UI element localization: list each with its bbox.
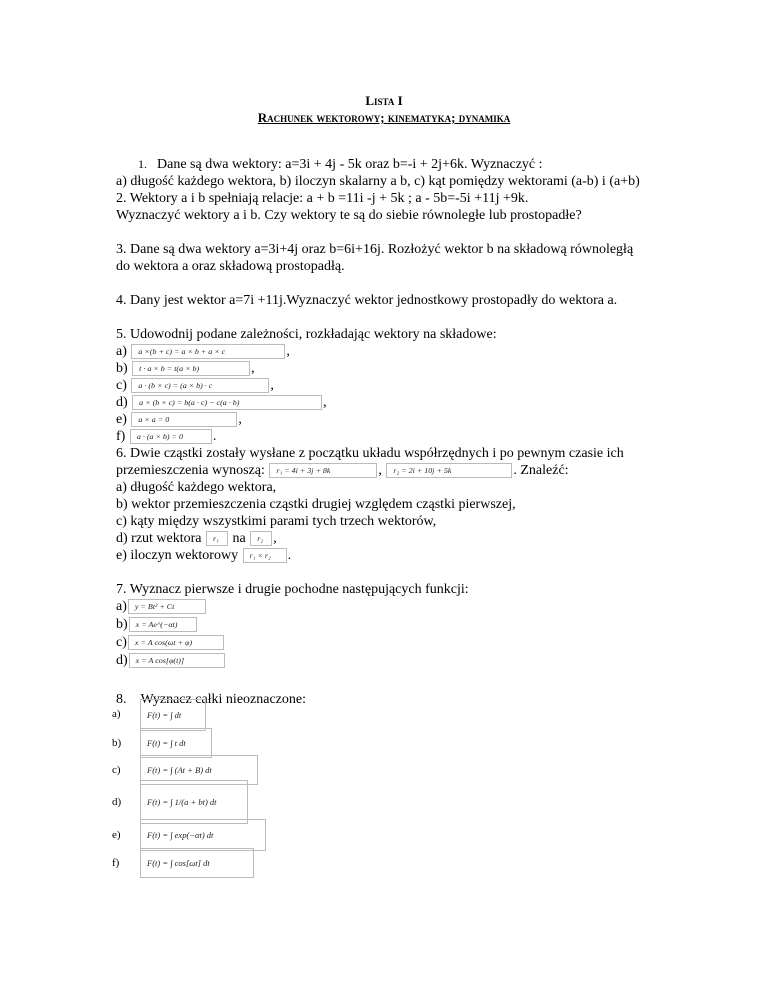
formula-box: F(t) = ∫ cos[ωt] dt	[140, 848, 254, 878]
formula-box: t · a × b = t(a × b)	[132, 361, 250, 376]
formula-box: F(t) = ∫ 1/(a + bt) dt	[140, 780, 248, 824]
problem-8-label: e)	[112, 829, 121, 841]
formula-box: r₂ = 2i + 10j + 5k	[386, 463, 512, 478]
problem-2-question: Wyznaczyć wektory a i b. Czy wektory te są do siebie równoległe lub prostopadłe?	[116, 208, 582, 223]
problem-8-text: Wyznacz całki nieoznaczone:	[140, 692, 306, 707]
problem-6-e: e) iloczyn wektorowy r₁ × r₂ .	[116, 548, 292, 563]
problem-5-item: f) a · (a × b) = 0 .	[116, 429, 217, 444]
problem-8-label: d)	[112, 796, 122, 808]
formula-box: y = Bt² + Ct	[128, 599, 206, 614]
problem-5-item: b) t · a × b = t(a × b) ,	[116, 361, 255, 376]
problem-6-d: d) rzut wektora r₁ na r₂ ,	[116, 531, 277, 546]
problem-2: 2. Wektory a i b spełniają relacje: a + b =11i -j + 5k ; a - 5b=-5i +11j +9k.	[116, 191, 529, 206]
problem-6-a: a) długość każdego wektora,	[116, 480, 277, 495]
problem-1	[116, 156, 543, 173]
problem-5-item: c) a · (b × c) = (a × b) · c ,	[116, 378, 274, 393]
problem-3-cont: do wektora a oraz składową prostopadłą.	[116, 259, 345, 274]
problem-4: 4. Dany jest wektor a=7i +11j.Wyznaczyć wektor jednostkowy prostopadły do wektora a.	[116, 293, 618, 308]
problem-8-label: b)	[112, 737, 122, 749]
problem-8-label: a)	[112, 708, 121, 720]
formula-box: x = A cos(ωt + φ)	[128, 635, 224, 650]
formula-box: F(t) = ∫ dt	[140, 699, 206, 731]
formula-box: a · (b × c) = (a × b) · c	[131, 378, 269, 393]
document-title: Lista I	[365, 93, 403, 108]
formula-box: r₁ = 4i + 3j + 8k	[269, 463, 377, 478]
problem-3: 3. Dane są dwa wektory a=3i+4j oraz b=6i+16j. Rozłożyć wektor b na składową równoległą	[116, 242, 634, 257]
problem-5: 5. Udowodnij podane zależności, rozkładając wektory na składowe:	[116, 327, 497, 342]
problem-5-item: a) a ×(b + c) = a × b + a × c ,	[116, 344, 290, 359]
problem-7-item: a) y = Bt² + Ct	[116, 598, 207, 615]
formula-box: x = Ae^(−αt)	[129, 617, 197, 632]
formula-box: x = A cos[φ(t)]	[129, 653, 225, 668]
problem-8-label: c)	[112, 764, 121, 776]
formula-box: F(t) = ∫ t dt	[140, 728, 212, 758]
problem-1-number: 1.	[138, 157, 147, 171]
formula-box: F(t) = ∫ exp(−αt) dt	[140, 819, 266, 851]
problem-1-text: Dane są dwa wektory: a=3i + 4j - 5k oraz b=-i + 2j+6k. Wyznaczyć :	[157, 157, 543, 172]
problem-1-parts: a) długość każdego wektora, b) iloczyn skalarny a b, c) kąt pomiędzy wektorami (a-b) i (a+b)	[116, 174, 640, 189]
problem-8-label: f)	[112, 857, 120, 869]
formula-box: a · (a × b) = 0	[130, 429, 212, 444]
formula-box: a ×(b + c) = a × b + a × c	[131, 344, 285, 359]
problem-6-displacements: przemieszczenia wynoszą: r₁ = 4i + 3j + 8k , r₂ = 2i + 10j + 5k . Znaleźć:	[116, 463, 569, 478]
problem-8-number: 8.	[116, 692, 127, 707]
formula-box: a × (b × c) = b(a · c) − c(a · b)	[132, 395, 322, 410]
problem-7-item: b) x = Ae^(−αt)	[116, 616, 198, 633]
formula-box: r₂	[250, 531, 272, 546]
problem-5-item: e) a × a = 0 ,	[116, 412, 242, 427]
formula-box: F(t) = ∫ (At + B) dt	[140, 755, 258, 785]
problem-7-item: c) x = A cos(ωt + φ)	[116, 634, 225, 651]
formula-box: r₁	[206, 531, 228, 546]
problem-6-c: c) kąty między wszystkimi parami tych trzech wektorów,	[116, 514, 437, 529]
problem-6-b: b) wektor przemieszczenia cząstki drugiej względem cząstki pierwszej,	[116, 497, 516, 512]
problem-6: 6. Dwie cząstki zostały wysłane z początku układu współrzędnych i po pewnym czasie ich	[116, 446, 624, 461]
formula-box: r₁ × r₂	[243, 548, 287, 563]
problem-7-item: d) x = A cos[φ(t)]	[116, 652, 226, 669]
problem-7: 7. Wyznacz pierwsze i drugie pochodne następujących funkcji:	[116, 582, 469, 597]
document-subtitle: Rachunek wektorowy; kinematyka; dynamika	[257, 110, 511, 125]
problem-5-item: d) a × (b × c) = b(a · c) − c(a · b) ,	[116, 395, 327, 410]
formula-box: a × a = 0	[131, 412, 237, 427]
